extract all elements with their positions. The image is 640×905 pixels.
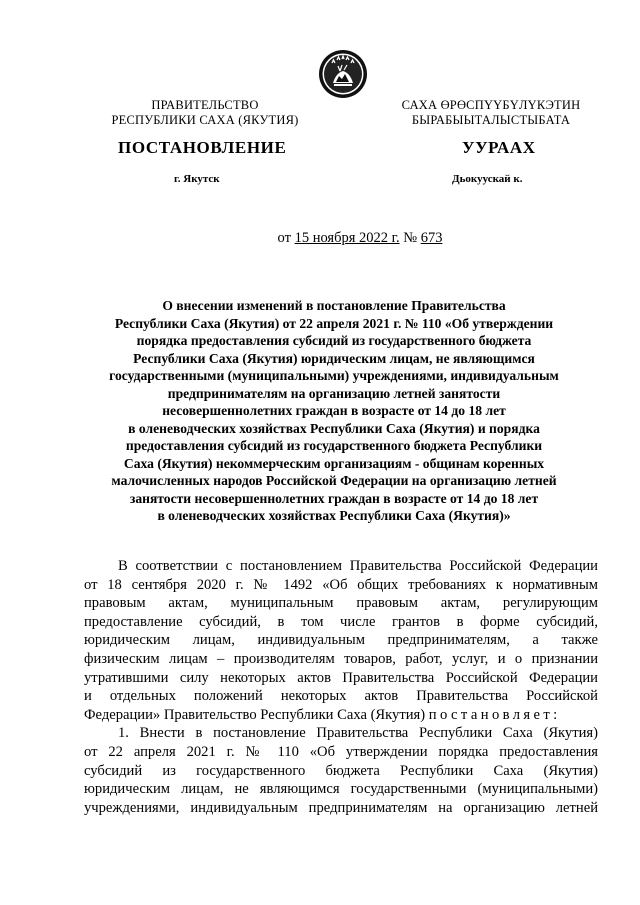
date-prefix: от [277,230,295,246]
body-line: юридическим лицам, индивидуальным предпринимателям, а также [84,632,598,649]
heading-line: в оленеводческих хозяйствах Республики Саха (Якутия)» [157,508,511,523]
document-type-sakha: УУРААХ [462,138,536,157]
body-line: юридическим лицам, не являющимся государственными (муниципальными) [84,781,598,798]
resolves-word: постановляет: [428,706,561,723]
body-line: предоставление субсидий, в том числе грантов в форме субсидий, [84,613,598,630]
heading-line: Саха (Якутия) некоммерческим организациям - общинам коренных [123,455,545,471]
body-line: 1. Внести в постановление Правительства Республики Саха (Якутия) [118,725,598,742]
number-prefix: № [399,230,421,246]
document-date: 15 ноября 2022 г. [294,230,400,246]
heading-line: предоставления субсидий из государственного бюджета Республики [125,438,543,453]
city-ru: г. Якутск [174,173,220,185]
coat-of-arms-emblem [318,49,368,99]
government-header-sakha-line2: БЫРАБЫЫТАЛЫСТЫБАТА [411,113,571,127]
body-line: учреждениями, индивидуальным предпринимателям на организацию летней [84,799,598,816]
resolution-preamble: Федерации» Правительство Республики Саха (Якутия) [84,706,429,723]
body-line: и отдельных положений некоторых актов Правительства Российской [84,688,598,705]
body-line: от 18 сентября 2020 г. № 1492 «Об общих требованиях к нормативным [84,576,598,593]
document-type-ru: ПОСТАНОВЛЕНИЕ [118,138,287,157]
body-line: физическим лицам – производителям товаров, работ, услуг, и о признании [84,650,598,667]
document-heading [60,297,608,525]
government-header-ru [90,98,320,128]
heading-line: малочисленных народов Российской Федерации на организацию летней [111,473,557,488]
heading-line: О внесении изменений в постановление Правительства [162,298,506,313]
body-line [84,706,598,725]
government-header-sakha-line1: САХА ӨРӨСПҮҮБҮЛҮКЭТИН [401,98,581,112]
heading-line: занятости несовершеннолетних граждан в возрасте от 14 до 18 лет [129,490,539,506]
heading-line: Республики Саха (Якутия) от 22 апреля 2021 г. № 110 «Об утверждении [114,315,554,331]
heading-line: государственными (муниципальными) учреждениями, индивидуальным [109,368,559,383]
body-line: правовым актам, муниципальным правовым актам, регулирующим [84,595,598,612]
heading-line: в оленеводческих хозяйствах Республики Саха (Якутия) и порядка [128,420,540,436]
heading-line: предпринимателям на организацию летней занятости [167,385,501,401]
heading-line: порядка предоставления субсидий из государственного бюджета [136,333,532,348]
body-line: утратившими силу некоторых актов Правительства Российской Федерации [84,669,598,686]
government-header-ru-line2: РЕСПУБЛИКИ САХА (ЯКУТИЯ) [111,113,299,127]
body-line: от 22 апреля 2021 г. № 110 «Об утверждении порядка предоставления [84,743,598,760]
body-line: В соответствии с постановлением Правительства Российской Федерации [118,558,598,574]
government-header-ru-line1: ПРАВИТЕЛЬСТВО [151,98,259,112]
document-date-number [0,230,640,247]
document-number: 673 [420,230,443,246]
government-header-sakha [376,98,606,128]
city-sakha: Дьокуускай к. [452,173,523,185]
document-body [84,557,598,817]
heading-line: несовершеннолетних граждан в возрасте от 14 до 18 лет [162,403,506,418]
heading-line: Республики Саха (Якутия) юридическим лицам, не являющимся [133,350,535,366]
body-line: субсидий из государственного бюджета Республики Саха (Якутия) [84,762,598,779]
